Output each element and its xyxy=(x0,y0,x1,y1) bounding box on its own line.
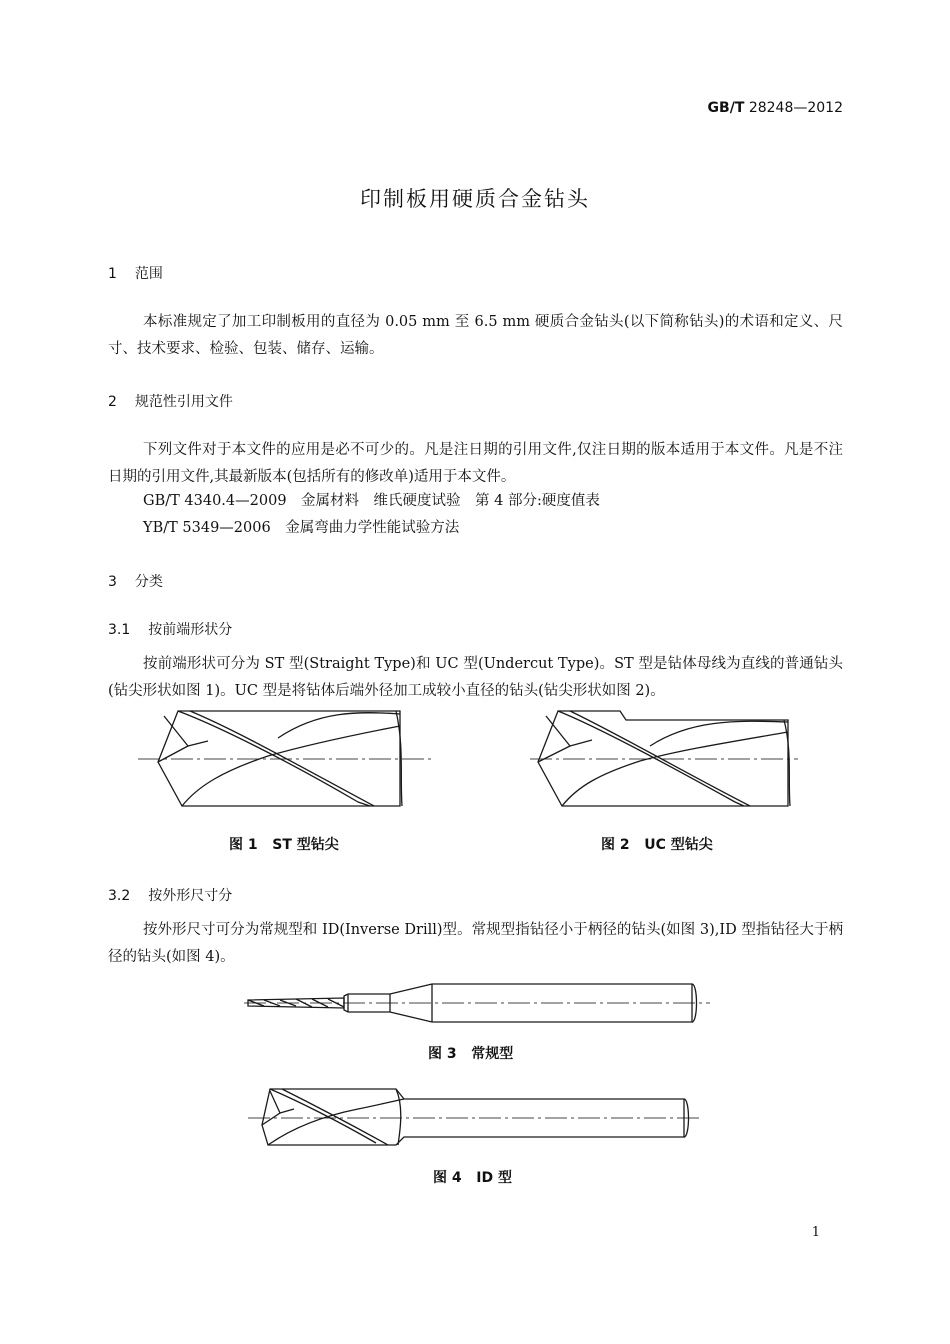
figure-3-caption xyxy=(428,1043,513,1063)
figure-2-label: 图 2 xyxy=(601,837,630,853)
figure-3-title: 常规型 xyxy=(471,1046,514,1062)
normative-reference-1: GB/T 4340.4—2009 金属材料 维氏硬度试验 第 4 部分:硬度值表 xyxy=(143,493,600,509)
figure-2-title: UC 型钻尖 xyxy=(644,837,713,853)
figure-1-caption xyxy=(229,834,339,854)
figure-4-id-drill xyxy=(248,1087,704,1151)
normative-reference-2: YB/T 5349—2006 金属弯曲力学性能试验方法 xyxy=(143,520,460,536)
section-3-1-paragraph: 按前端形状可分为 ST 型(Straight Type)和 UC 型(Undercut Type)。ST 型是钻体母线为直线的普通钻头(钻尖形状如图 1)。UC 型是将钻体后端外径加工成较小直径的钻头(钻尖形状如图 2)。 xyxy=(108,656,843,699)
standard-code xyxy=(708,100,843,116)
section-3-2-title: 按外形尺寸分 xyxy=(148,888,233,904)
section-3-2-paragraph: 按外形尺寸可分为常规型和 ID(Inverse Drill)型。常规型指钻径小于柄径的钻头(如图 3),ID 型指钻径大于柄径的钻头(如图 4)。 xyxy=(108,922,843,965)
section-1-paragraph: 本标准规定了加工印制板用的直径为 0.05 mm 至 6.5 mm 硬质合金钻头(以下简称钻头)的术语和定义、尺寸、技术要求、检验、包装、储存、运输。 xyxy=(108,314,843,357)
figure-3-label: 图 3 xyxy=(428,1046,457,1062)
section-3-title: 分类 xyxy=(134,574,163,590)
figure-1-title: ST 型钻尖 xyxy=(272,837,339,853)
section-1-number: 1 xyxy=(108,266,117,282)
section-2-number: 2 xyxy=(108,394,117,410)
figure-3-standard-drill xyxy=(244,982,714,1026)
section-3-2-number: 3.2 xyxy=(108,888,131,904)
section-2-heading xyxy=(108,391,233,411)
section-3-1-number: 3.1 xyxy=(108,622,131,638)
standard-number: 28248—2012 xyxy=(748,100,843,116)
section-3-number: 3 xyxy=(108,574,117,590)
section-3-2-heading xyxy=(108,885,232,905)
standard-prefix: GB/T xyxy=(707,100,745,116)
section-1-title: 范围 xyxy=(134,266,163,282)
figure-4-label: 图 4 xyxy=(433,1170,462,1186)
section-1-heading xyxy=(108,263,163,283)
section-2-paragraph: 下列文件对于本文件的应用是必不可少的。凡是注日期的引用文件,仅注日期的版本适用于本文件。凡是不注日期的引用文件,其最新版本(包括所有的修改单)适用于本文件。 xyxy=(108,442,843,485)
figure-4-title: ID 型 xyxy=(476,1170,512,1186)
figure-1-st-drill-tip xyxy=(138,706,438,812)
section-2-title: 规范性引用文件 xyxy=(134,394,233,410)
document-title: 印制板用硬质合金钻头 xyxy=(360,187,590,211)
page-number: 1 xyxy=(811,1225,820,1240)
figure-2-caption xyxy=(601,834,713,854)
section-3-1-heading xyxy=(108,619,232,639)
figure-2-uc-drill-tip xyxy=(530,706,802,812)
section-3-1-title: 按前端形状分 xyxy=(148,622,233,638)
figure-4-caption xyxy=(433,1167,512,1187)
section-3-heading xyxy=(108,571,163,591)
figure-1-label: 图 1 xyxy=(229,837,258,853)
